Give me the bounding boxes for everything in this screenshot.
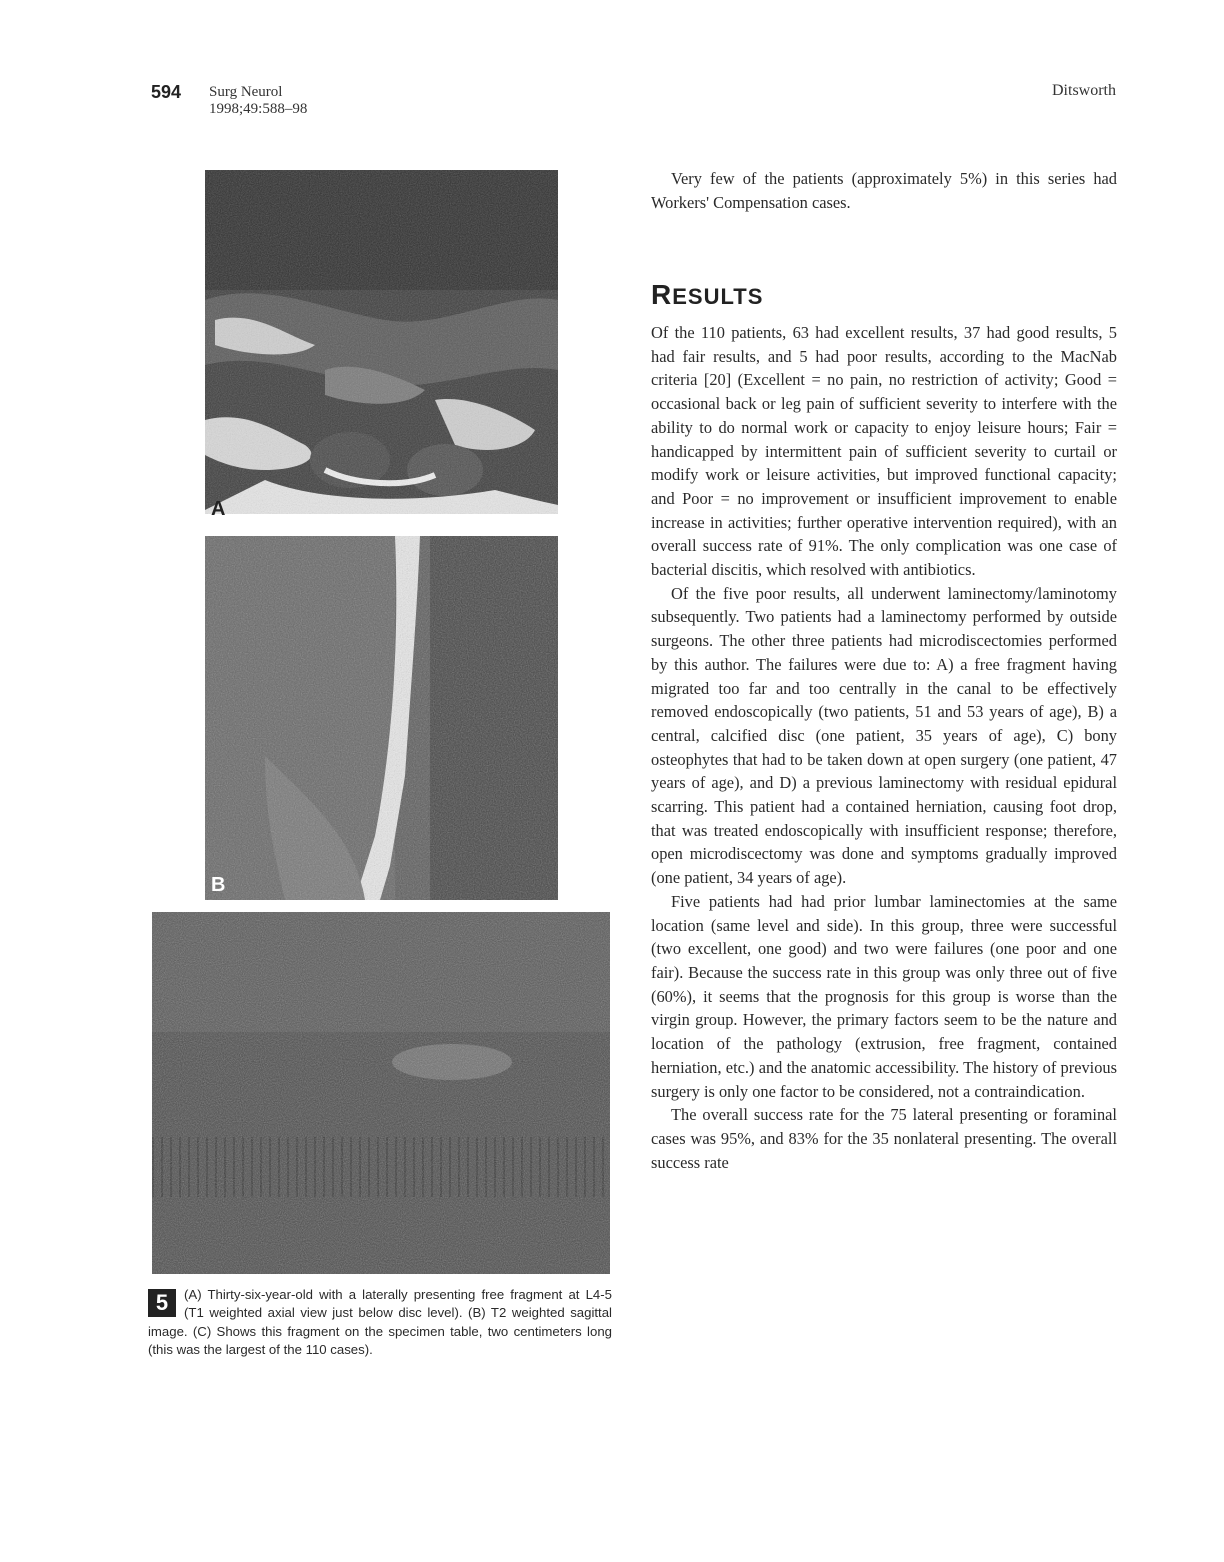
results-body bbox=[651, 321, 1117, 1174]
intro-paragraph-block bbox=[651, 167, 1117, 214]
running-author: Ditsworth bbox=[1052, 82, 1116, 99]
journal-name: Surg Neurol bbox=[209, 84, 283, 100]
sagittal-mri-image bbox=[205, 536, 558, 900]
results-paragraph: Five patients had had prior lumbar laminectomies at the same location (same level and side). In this group, three were successful (two excellent, one good) and two were failures (one poor and one fair). Because the success rate in this group was only three out of five (60%), it seems that the prognosis for this group is worse than the virgin group. However, the primary factors seem to be the nature and location of the pathology (extrusion, free fragment, contained herniation, etc.) and the anatomic accessibility. The history of previous surgery is only one factor to be considered, not a contraindication. bbox=[651, 891, 1117, 1101]
figure-caption bbox=[148, 1286, 612, 1360]
intro-paragraph: Very few of the patients (approximately 5%) in this series had Workers' Compensation cases. bbox=[651, 169, 1117, 212]
journal-volume: 1998;49:588–98 bbox=[209, 101, 308, 117]
figure-caption-text: (A) Thirty-six-year-old with a laterally presenting free fragment at L4-5 (T1 weighted axial view just below disc level). (B) T2 weighted sagittal image. (C) Shows this fragment on the specimen table, two centimeters long (this was the largest of the 110 cases). bbox=[148, 1287, 612, 1358]
panel-label-a: A bbox=[211, 498, 226, 520]
page-number: 594 bbox=[151, 82, 182, 102]
results-paragraph: Of the five poor results, all underwent laminectomy/laminotomy subsequently. Two patients had a laminectomy performed by outside surgeons. The other three patients had microdiscectomies performed by this author. The failures were due to: A) a free fragment having migrated too far and too centrally in the canal to be effectively removed endoscopically (two patients, 51 and 53 years of age), B) a central, calcified disc (one patient, 35 years of age), C) bony osteophytes that had to be taken down at open surgery (one patient, 47 years of age), and D) a previous laminectomy with residual epidural scarring. This patient had a contained herniation, causing foot drop, that was treated endoscopically with insufficient response; therefore, open microdiscectomy was done and symptoms gradually improved (one patient, 34 years of age). bbox=[651, 583, 1117, 888]
journal-citation bbox=[209, 84, 307, 118]
axial-mri-image bbox=[205, 170, 558, 526]
figure-panel-a bbox=[205, 170, 558, 526]
specimen-photo-image bbox=[152, 912, 610, 1274]
results-heading-initial: R bbox=[651, 279, 673, 310]
results-heading-rest: ESULTS bbox=[672, 284, 764, 309]
results-paragraph: The overall success rate for the 75 lateral presenting or foraminal cases was 95%, and 83% for the 35 nonlateral presenting. The overall success rate bbox=[651, 1105, 1117, 1172]
figure-panel-c bbox=[152, 912, 610, 1274]
panel-label-b: B bbox=[211, 874, 226, 896]
results-heading bbox=[651, 279, 763, 311]
figure-panel-b bbox=[205, 536, 558, 900]
figure-number-badge: 5 bbox=[148, 1289, 176, 1317]
results-paragraph: Of the 110 patients, 63 had excellent results, 37 had good results, 5 had fair results, and 5 had poor results, according to the MacNab criteria [20] (Excellent = no pain, no restriction of activity; Good = occasional back or leg pain of sufficient severity to interfere with the ability to do normal work or capacity to enjoy leisure hours; Fair = handicapped by intermittent pain of sufficient severity to curtail or modify work or leisure activities, but improved functional capacity; and Poor = no improvement or insufficient improvement to enable increase in activities; further operative intervention required), with an overall success rate of 91%. The only complication was one case of bacterial discitis, which resolved with antibiotics. bbox=[651, 323, 1117, 580]
